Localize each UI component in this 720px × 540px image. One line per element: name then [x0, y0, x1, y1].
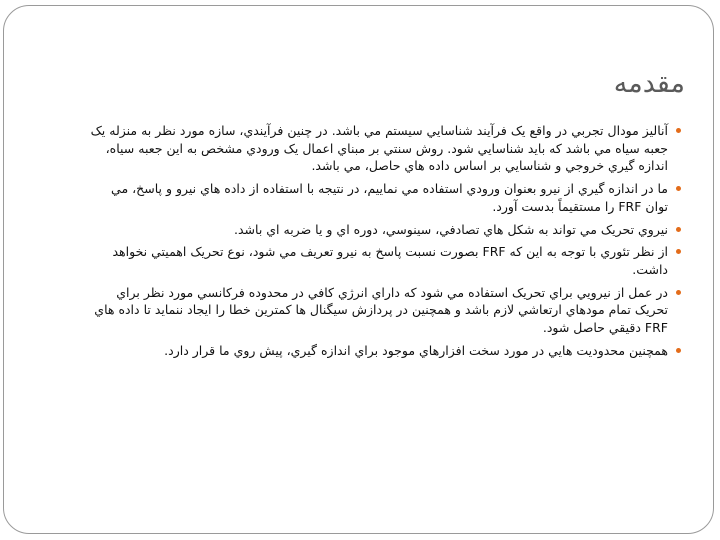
bullet-item — [86, 221, 681, 239]
bullet-item — [86, 243, 681, 278]
bullet-text: آناليز مودال تجربي در واقع يک فرآيند شناسايي سيستم مي باشد. در چنين فرآيندي، سازه مورد نظر به منزله يک جعبه سياه مي باشد که بايد شناسايي شود. روش سنتي بر مبناي اعمال يک ورودي مشخص به اين جعبه سياه، اندازه گيري خروجي و شناسايي بر اساس داده هاي حاصل، مي باشد. — [90, 123, 668, 174]
bullet-dot-icon — [676, 348, 681, 353]
bullet-text: در عمل از نيرويي براي تحريک استفاده مي شود که داراي انرژي کافي در محدوده فرکانسي مورد نظر براي تحريک تمام مودهاي ارتعاشي لازم باشد و همچنين در پردازش سيگنال ها کمترين خطا را ايجاد ننمايد تا داده هاي FRF دقيقي حاصل شود. — [94, 284, 668, 336]
bullet-item — [86, 122, 681, 175]
bullet-text: همچنين محدوديت هايي در مورد سخت افزارهاي موجود براي اندازه گيري، پيش روي ما قرار دارد. — [164, 342, 668, 358]
slide-title: مقدمه — [613, 68, 685, 99]
bullet-text: از نظر تئوري با توجه به اين که FRF بصورت نسبت پاسخ به نيرو تعريف مي شود، نوع تحريک اهميتي نخواهد داشت. — [112, 244, 668, 277]
bullet-item — [86, 284, 681, 337]
bullet-text: ما در اندازه گيري از نيرو بعنوان ورودي استفاده مي نماييم، در نتيجه با استفاده از داده هاي نيرو و پاسخ، مي توان FRF را مستقيماً بدست آورد. — [111, 181, 668, 214]
bullet-dot-icon — [676, 186, 681, 191]
bullet-text: نيروي تحريک مي تواند به شکل هاي تصادفي، سينوسي، دوره اي و يا ضربه اي باشد. — [234, 221, 668, 237]
bullet-list — [86, 122, 681, 364]
bullet-dot-icon — [676, 249, 681, 254]
bullet-dot-icon — [676, 128, 681, 133]
bullet-item — [86, 180, 681, 215]
bullet-dot-icon — [676, 290, 681, 295]
slide-frame — [3, 5, 714, 534]
bullet-dot-icon — [676, 227, 681, 232]
bullet-item — [86, 342, 681, 360]
